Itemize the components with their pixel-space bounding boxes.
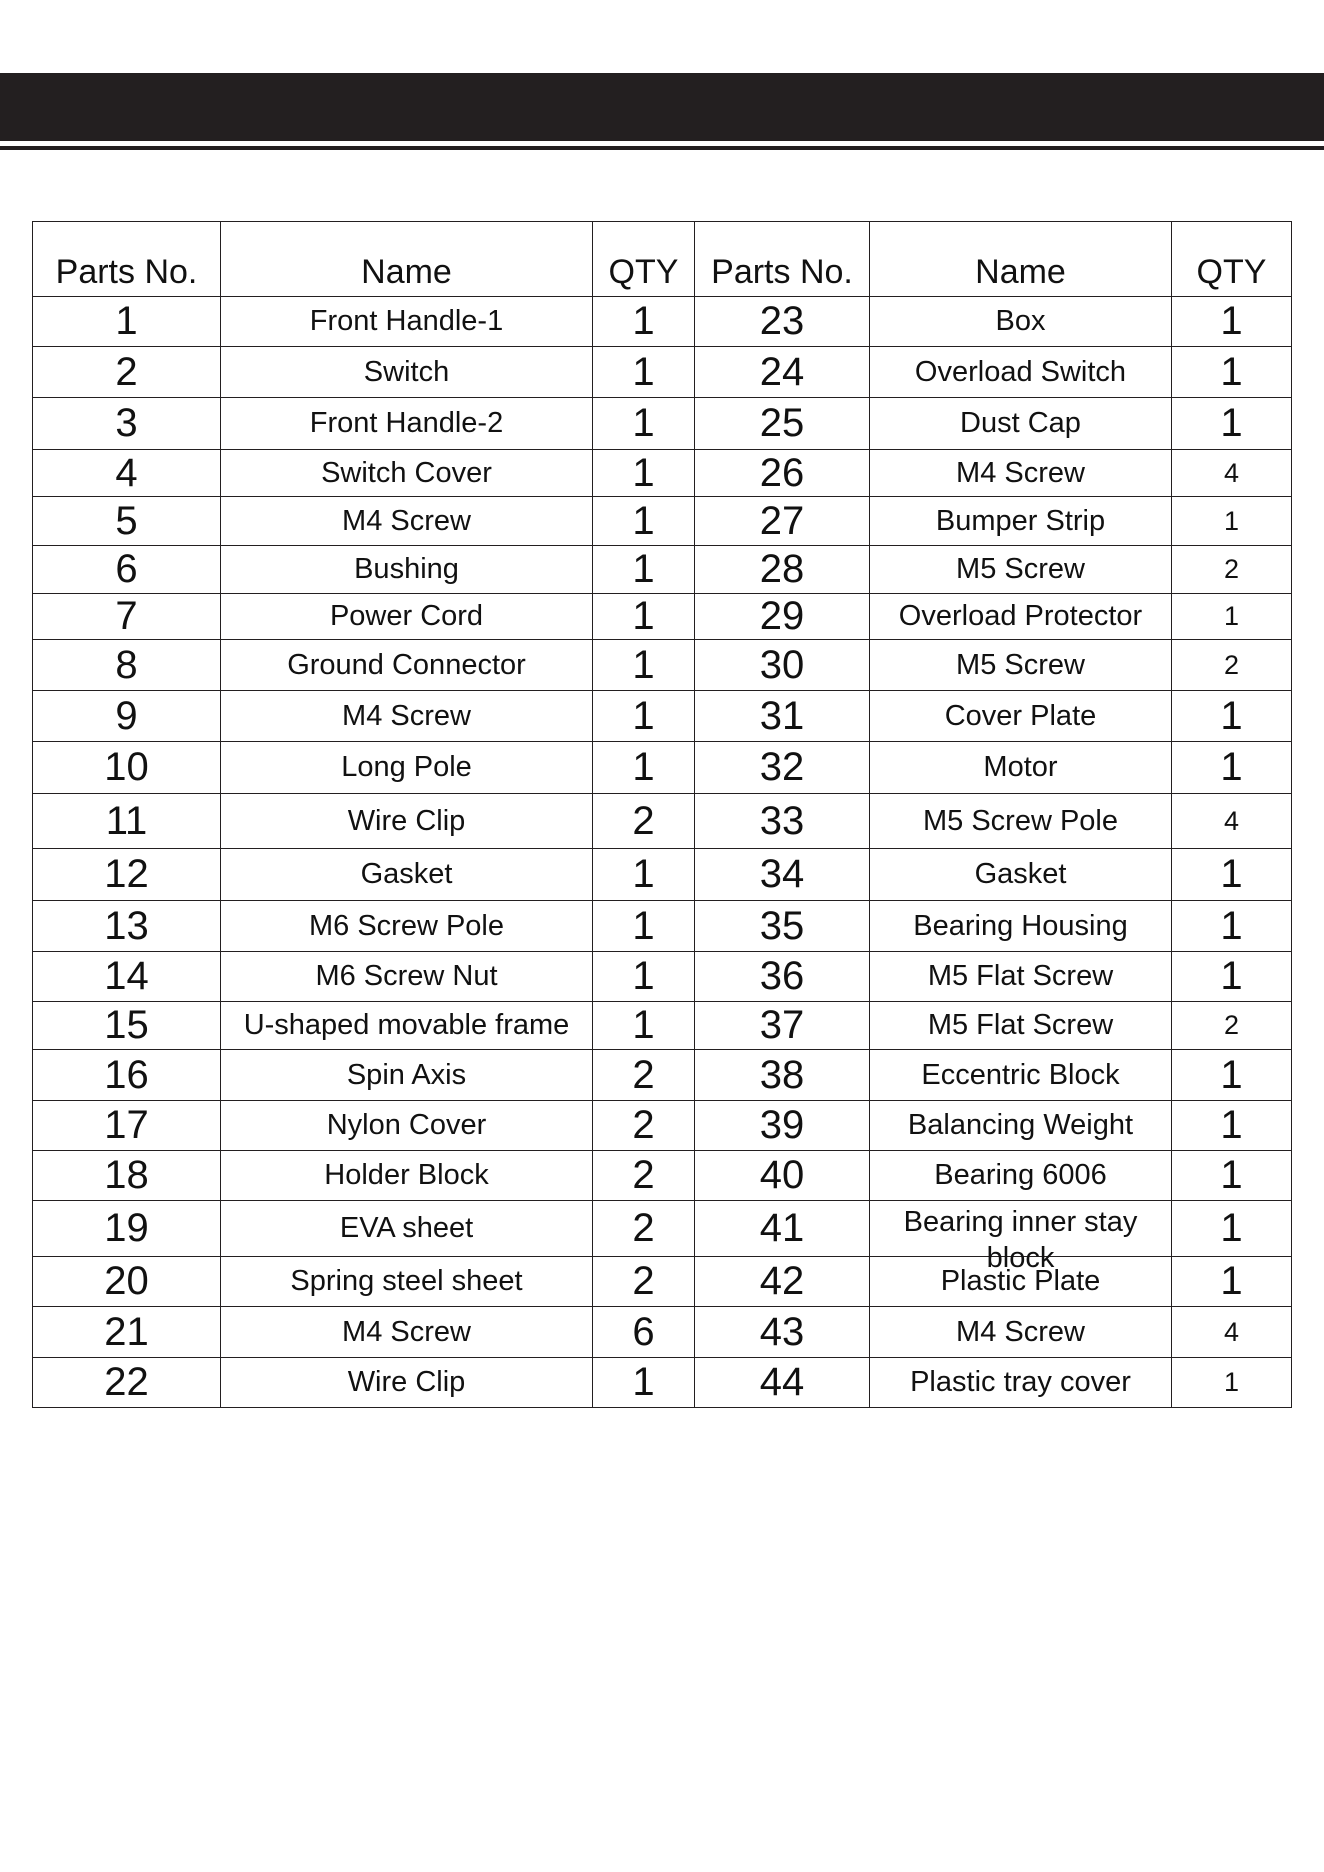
qty-right: 4 [1172,450,1292,497]
table-row [33,901,1292,952]
header-qty-right: QTY [1172,222,1292,297]
parts-no-left: 5 [33,497,221,546]
qty-left: 1 [593,594,695,640]
table-row [33,952,1292,1002]
part-name-left: M4 Screw [221,691,593,742]
part-name-right: M5 Flat Screw [870,952,1172,1002]
parts-no-left: 11 [33,794,221,849]
parts-no-right: 36 [695,952,870,1002]
qty-right: 1 [1172,742,1292,794]
qty-left: 1 [593,742,695,794]
qty-left: 1 [593,546,695,594]
parts-no-left: 4 [33,450,221,497]
table-row [33,1358,1292,1408]
qty-right: 1 [1172,297,1292,347]
table-row [33,450,1292,497]
table-row [33,640,1292,691]
part-name-left: Holder Block [221,1151,593,1201]
header-parts-no-right: Parts No. [695,222,870,297]
part-name-right [870,1201,1172,1274]
table-row [33,1101,1292,1151]
table-row [33,1307,1292,1358]
part-name-right: Dust Cap [870,398,1172,450]
parts-no-right: 26 [695,450,870,497]
part-name-right: Bearing Housing [870,901,1172,952]
part-name-left: Ground Connector [221,640,593,691]
parts-no-right: 41 [695,1201,870,1257]
parts-no-left: 18 [33,1151,221,1201]
part-name-left: M6 Screw Nut [221,952,593,1002]
qty-left: 1 [593,952,695,1002]
table-row [33,1050,1292,1101]
parts-no-right: 37 [695,1002,870,1050]
qty-right: 1 [1172,901,1292,952]
part-name-left: Front Handle-2 [221,398,593,450]
part-name-right: Box [870,297,1172,347]
parts-no-right: 24 [695,347,870,398]
table-row [33,1201,1292,1257]
parts-no-right: 29 [695,594,870,640]
parts-no-right: 30 [695,640,870,691]
qty-right: 2 [1172,546,1292,594]
parts-no-left: 13 [33,901,221,952]
parts-no-left: 10 [33,742,221,794]
parts-no-left: 20 [33,1257,221,1307]
parts-no-left: 15 [33,1002,221,1050]
parts-no-left: 6 [33,546,221,594]
parts-no-left: 21 [33,1307,221,1358]
qty-right: 1 [1172,1101,1292,1151]
parts-no-left: 17 [33,1101,221,1151]
part-name-right: Overload Switch [870,347,1172,398]
part-name-left: M6 Screw Pole [221,901,593,952]
qty-left: 1 [593,450,695,497]
header-rule [0,146,1324,150]
part-name-left: Bushing [221,546,593,594]
part-name-right: M5 Screw Pole [870,794,1172,849]
qty-left: 2 [593,1151,695,1201]
qty-left: 1 [593,497,695,546]
part-name-left: EVA sheet [221,1201,593,1257]
qty-left: 2 [593,794,695,849]
part-name-left: M4 Screw [221,497,593,546]
parts-no-right: 27 [695,497,870,546]
part-name-left: Spring steel sheet [221,1257,593,1307]
parts-table [32,221,1292,1408]
qty-left: 1 [593,347,695,398]
parts-no-right: 25 [695,398,870,450]
table-row [33,691,1292,742]
parts-no-right: 42 [695,1257,870,1307]
header-name-left: Name [221,222,593,297]
table-row [33,742,1292,794]
table-row [33,546,1292,594]
part-name-left: Power Cord [221,594,593,640]
part-name-right: Cover Plate [870,691,1172,742]
qty-right: 2 [1172,640,1292,691]
part-name-right: M4 Screw [870,450,1172,497]
parts-no-right: 28 [695,546,870,594]
parts-no-right: 34 [695,849,870,901]
header-bar [0,73,1324,141]
parts-no-left: 12 [33,849,221,901]
qty-left: 6 [593,1307,695,1358]
qty-left: 1 [593,849,695,901]
part-name-right: Plastic tray cover [870,1358,1172,1408]
qty-left: 1 [593,398,695,450]
table-row [33,1151,1292,1201]
part-name-left: Wire Clip [221,1358,593,1408]
parts-no-left: 1 [33,297,221,347]
table-row [33,594,1292,640]
qty-right: 1 [1172,497,1292,546]
qty-right: 1 [1172,1257,1292,1307]
table-row [33,1257,1292,1307]
parts-no-right: 31 [695,691,870,742]
qty-right: 1 [1172,1358,1292,1408]
qty-right: 1 [1172,849,1292,901]
part-name-left: Spin Axis [221,1050,593,1101]
parts-no-left: 16 [33,1050,221,1101]
part-name-right: Overload Protector [870,594,1172,640]
qty-right: 1 [1172,398,1292,450]
part-name-left: Front Handle-1 [221,297,593,347]
parts-no-right: 39 [695,1101,870,1151]
part-name-left: Nylon Cover [221,1101,593,1151]
parts-no-right: 38 [695,1050,870,1101]
parts-no-right: 35 [695,901,870,952]
qty-left: 1 [593,1002,695,1050]
qty-left: 2 [593,1257,695,1307]
part-name-left: Long Pole [221,742,593,794]
table-row [33,794,1292,849]
qty-left: 1 [593,640,695,691]
qty-left: 1 [593,1358,695,1408]
qty-right: 2 [1172,1002,1292,1050]
table-row [33,398,1292,450]
qty-right: 1 [1172,1201,1292,1257]
parts-no-right: 33 [695,794,870,849]
qty-right: 1 [1172,1050,1292,1101]
parts-no-left: 2 [33,347,221,398]
qty-left: 2 [593,1101,695,1151]
parts-no-right: 44 [695,1358,870,1408]
table-row [33,849,1292,901]
part-name-right: Gasket [870,849,1172,901]
part-name-clipped: Bearing inner stay block [903,1205,1138,1274]
parts-no-left: 3 [33,398,221,450]
header-qty-left: QTY [593,222,695,297]
qty-right: 1 [1172,691,1292,742]
parts-no-left: 22 [33,1358,221,1408]
part-name-left: Switch Cover [221,450,593,497]
part-name-right: M5 Flat Screw [870,1002,1172,1050]
part-name-right: M5 Screw [870,640,1172,691]
part-name-right: Plastic Plate [870,1257,1172,1307]
parts-no-left: 8 [33,640,221,691]
parts-no-right: 23 [695,297,870,347]
part-name-left: Wire Clip [221,794,593,849]
parts-no-right: 43 [695,1307,870,1358]
part-name-left: U-shaped movable frame [221,1002,593,1050]
table-row [33,347,1292,398]
qty-right: 1 [1172,594,1292,640]
part-name-right: Bearing 6006 [870,1151,1172,1201]
qty-left: 1 [593,901,695,952]
qty-right: 4 [1172,1307,1292,1358]
part-name-right: Bumper Strip [870,497,1172,546]
header-parts-no-left: Parts No. [33,222,221,297]
parts-no-left: 19 [33,1201,221,1257]
qty-right: 1 [1172,952,1292,1002]
part-name-right: Motor [870,742,1172,794]
parts-no-right: 32 [695,742,870,794]
parts-no-right: 40 [695,1151,870,1201]
part-name-left: Switch [221,347,593,398]
part-name-left: M4 Screw [221,1307,593,1358]
part-name-right: Eccentric Block [870,1050,1172,1101]
qty-left: 2 [593,1050,695,1101]
part-name-left: Gasket [221,849,593,901]
parts-no-left: 14 [33,952,221,1002]
table-row [33,497,1292,546]
qty-right: 1 [1172,347,1292,398]
table-row [33,297,1292,347]
part-name-right: M5 Screw [870,546,1172,594]
qty-left: 1 [593,691,695,742]
parts-no-left: 7 [33,594,221,640]
parts-no-left: 9 [33,691,221,742]
table-header-row [33,222,1292,297]
qty-left: 2 [593,1201,695,1257]
part-name-right: Balancing Weight [870,1101,1172,1151]
table-row [33,1002,1292,1050]
qty-right: 1 [1172,1151,1292,1201]
qty-right: 4 [1172,794,1292,849]
header-name-right: Name [870,222,1172,297]
qty-left: 1 [593,297,695,347]
part-name-right: M4 Screw [870,1307,1172,1358]
